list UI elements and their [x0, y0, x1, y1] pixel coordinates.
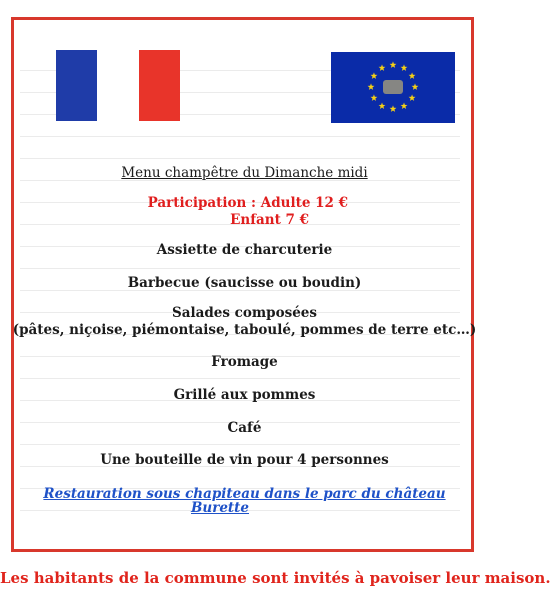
menu-item-charcuterie: Assiette de charcuterie	[156, 242, 333, 258]
eu-emblem-icon	[383, 80, 403, 94]
menu-item-cafe: Café	[227, 420, 262, 436]
star-icon	[371, 72, 378, 79]
menu-item-salades-detail: (pâtes, niçoise, piémontaise, taboulé, pommes de terre etc…)	[12, 322, 477, 338]
star-icon	[401, 102, 408, 109]
star-icon	[412, 83, 419, 90]
eu-stars	[331, 52, 455, 123]
french-flag	[56, 50, 180, 121]
price-adult: Participation : Adulte 12 €	[147, 195, 348, 211]
menu-item-salades: Salades composées	[171, 305, 318, 321]
star-icon	[409, 72, 416, 79]
venue-line-1: Restauration sous chapiteau dans le parc du château	[43, 486, 446, 502]
star-icon	[390, 105, 397, 112]
star-icon	[379, 102, 386, 109]
footer-notice: Les habitants de la commune sont invités à pavoiser leur maison.	[0, 569, 551, 587]
european-flag	[331, 52, 455, 123]
star-icon	[409, 94, 416, 101]
star-icon	[371, 94, 378, 101]
star-icon	[368, 83, 375, 90]
menu-item-barbecue: Barbecue (saucisse ou boudin)	[127, 275, 362, 291]
venue-line-2: Burette	[191, 500, 249, 516]
menu-item-grille: Grillé aux pommes	[173, 387, 316, 403]
menu-item-fromage: Fromage	[211, 354, 278, 370]
price-child: Enfant 7 €	[230, 212, 309, 228]
star-icon	[401, 64, 408, 71]
menu-title: Menu champêtre du Dimanche midi	[121, 165, 368, 181]
star-icon	[390, 61, 397, 68]
star-icon	[379, 64, 386, 71]
menu-item-vin: Une bouteille de vin pour 4 personnes	[100, 452, 389, 468]
